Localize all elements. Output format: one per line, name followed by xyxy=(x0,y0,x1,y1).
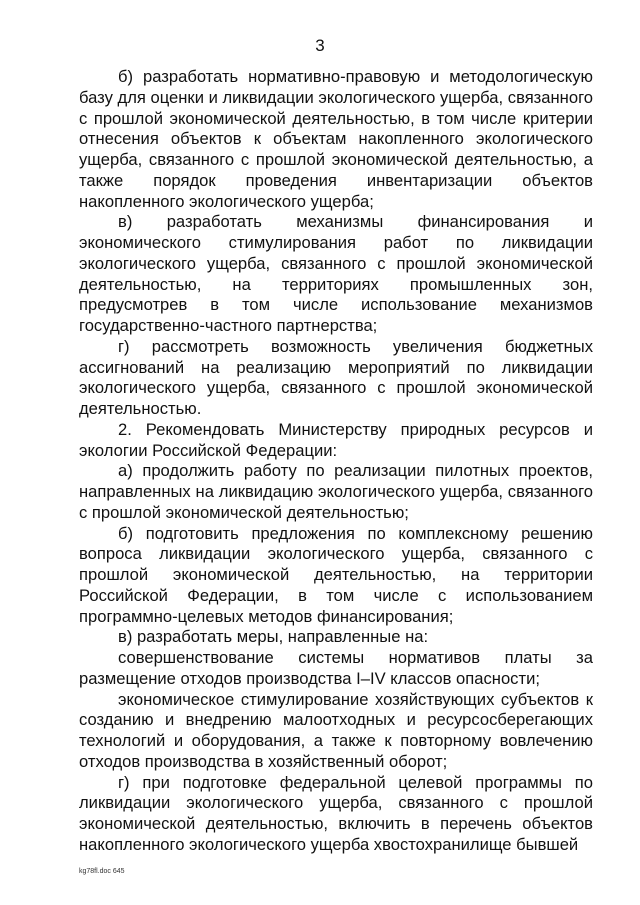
paragraph-v-measures: в) разработать меры, направленные на: xyxy=(118,627,429,647)
page-number: 3 xyxy=(315,36,325,55)
paragraph-2-recommendation: 2. Рекомендовать Министерству природных ресурсов и экологии Российской Федерации: xyxy=(79,419,593,460)
paragraph-b-proposals: б) подготовить предложения по комплексному решению вопроса ликвидации экологического ущерба, связанного с прошлой экономической деятельностью, на территории Российской Федерации, в том числе с использованием программно-целевых методов финансирования; xyxy=(79,523,593,626)
paragraph-g-budget-allocations: г) рассмотреть возможность увеличения бюджетных ассигнований на реализацию мероприятий по ликвидации экологического ущерба, связанного с прошлой экономической деятельностью. xyxy=(79,336,593,418)
document-body xyxy=(79,67,593,856)
paragraph-b-normative-base: б) разработать нормативно-правовую и методологическую базу для оценки и ликвидации экологического ущерба, связанного с прошлой экономической деятельностью, в том числе критерии отнесения объектов к объектам накопленного экологического ущерба, связанного с прошлой экономической деятельностью, а также порядок проведения инвентаризации объектов накопленного экологического ущерба; xyxy=(79,67,593,211)
paragraph-economic-incentives: экономическое стимулирование хозяйствующих субъектов к созданию и внедрению малоотходных и ресурсосберегающих технологий и оборудования, а также к повторному вовлечению отходов производства в хозяйственный оборот; xyxy=(79,689,593,771)
paragraph-fee-standards: совершенствование системы нормативов платы за размещение отходов производства I–IV классов опасности; xyxy=(79,648,593,688)
document-footer: kg78fl.doc 645 xyxy=(79,868,125,875)
paragraph-g-federal-program: г) при подготовке федеральной целевой программы по ликвидации экологического ущерба, связанного с прошлой экономической деятельностью, включить в перечень объектов накопленного экологического ущерба хвостохранилище бывшей xyxy=(79,772,593,854)
paragraph-v-financing-mechanisms: в) разработать механизмы финансирования и экономического стимулирования работ по ликвидации экологического ущерба, связанного с прошлой экономической деятельностью, на территориях промышленных зон, предусмотрев в том числе использование механизмов государственно-частного партнерства; xyxy=(79,212,593,335)
paragraph-a-pilot-projects: а) продолжить работу по реализации пилотных проектов, направленных на ликвидацию экологического ущерба, связанного с прошлой экономической деятельностью; xyxy=(79,461,593,522)
